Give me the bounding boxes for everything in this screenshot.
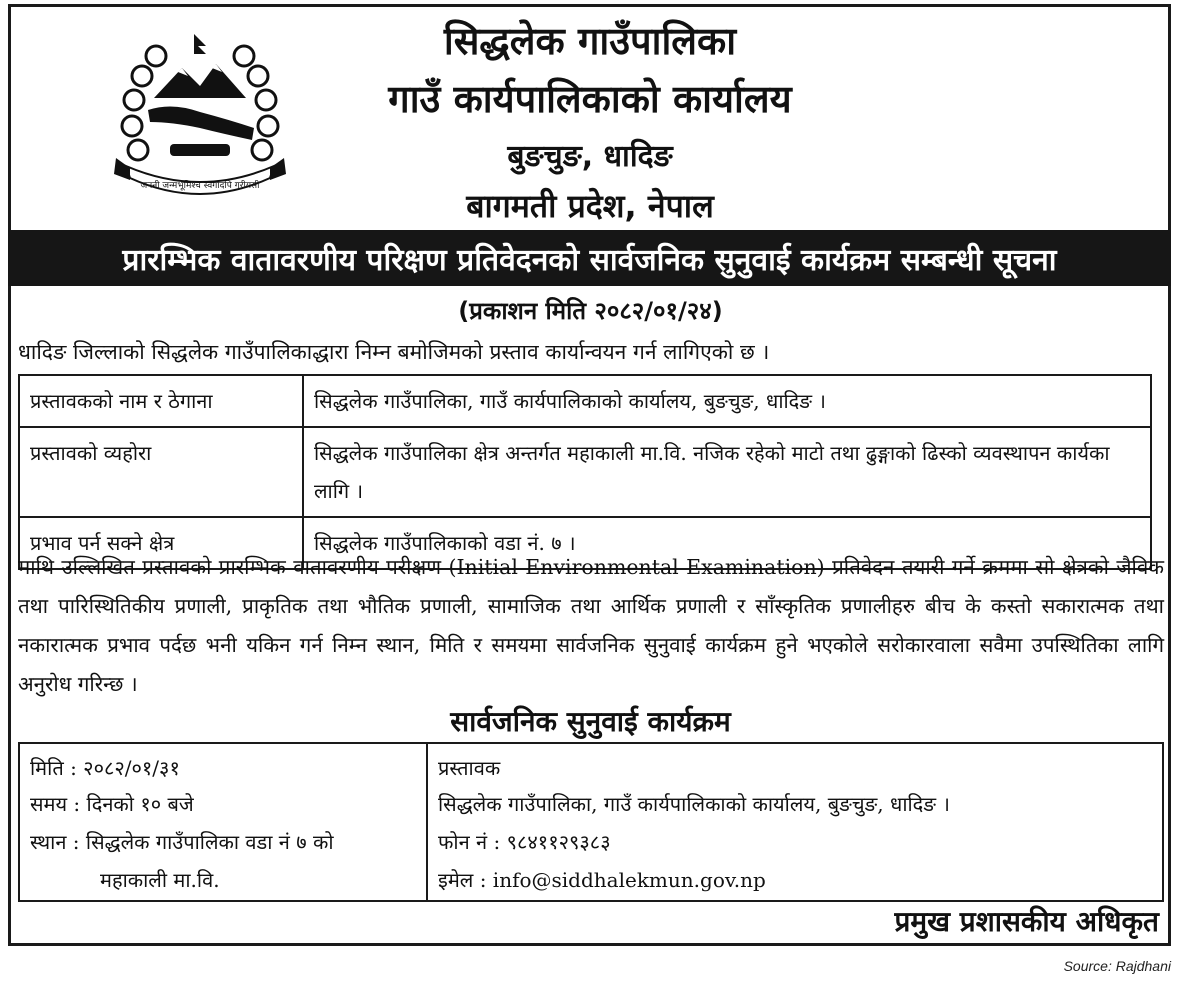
proposal-key: प्रस्तावकको नाम र ठेगाना [19,375,303,427]
hearing-venue: स्थान : सिद्धलेक गाउँपालिका वडा नं ७ को [30,830,334,854]
hearing-date: मिति : २०८२/०१/३१ [30,756,180,780]
signatory-title: प्रमुख प्रशासकीय अधिकृत [894,905,1159,938]
proponent-label: प्रस्तावक [438,756,501,780]
hearing-venue-school: महाकाली मा.वि. [100,868,220,892]
municipality-name: सिद्धलेक गाउँपालिका [443,19,737,63]
proposal-key: प्रस्तावको व्यहोरा [19,427,303,517]
proponent-address: सिद्धलेक गाउँपालिका, गाउँ कार्यपालिकाको कार्यालय, बुङचुङ, धादिङ । [438,792,950,816]
proposal-value: सिद्धलेक गाउँपालिका, गाउँ कार्यपालिकाको कार्यालय, बुङचुङ, धादिङ । [303,375,1151,427]
proponent-phone: फोन नं : ९८४११२९३८३ [438,830,611,854]
proponent-email[interactable]: इमेल : info@siddhalekmun.gov.np [438,868,766,892]
proposal-value: सिद्धलेक गाउँपालिकाको वडा नं. ७ । [303,517,1151,569]
intro-paragraph: धादिङ जिल्लाको सिद्धलेक गाउँपालिकाद्धारा निम्न बमोजिमको प्रस्ताव कार्यान्वयन गर्न लागिएको छ । [18,340,770,364]
proposal-key: प्रभाव पर्न सक्ने क्षेत्र [19,517,303,569]
table-row [19,427,1151,517]
notice-title-banner: प्रारम्भिक वातावरणीय परिक्षण प्रतिवेदनको सार्वजनिक सुनुवाई कार्यक्रम सम्बन्धी सूचना [8,230,1171,286]
nepal-government-emblem-icon [112,28,288,198]
table-row [19,375,1151,427]
source-credit: Source: Rajdhani [1063,958,1171,974]
column-divider [426,744,428,900]
emblem-motto: जननी जन्मभूमिश्च स्वर्गादपि गरीयसी [140,181,260,191]
office-name: गाउँ कार्यपालिकाको कार्यालय [388,77,792,121]
body-paragraph: माथि उल्लिखित प्रस्तावको प्रारम्भिक वातावरणीय परीक्षण (Initial Environmental Examination) प्रतिवेदन तयारी गर्ने क्रममा सो क्षेत्रको जैविक तथा पारिस्थितिकीय प्रणाली, प्राकृतिक तथा भौतिक प्रणाली, सामाजिक तथा आर्थिक प्रणाली र साँस्कृतिक प्रणालीहरु बीच के कस्तो सकारात्मक तथा नकारात्मक प्रभाव पर्दछ भनी यकिन गर्न निम्न स्थान, मिति र समयमा सार्वजनिक सुनुवाई कार्यक्रम हुने भएकोले सरोकारवाला सवैमा उपस्थितिका लागि अनुरोध गरिन्छ । [18,555,1164,696]
hearing-time: समय : दिनको १० बजे [30,792,194,816]
office-address: बुङचुङ, धादिङ [507,139,673,174]
hearing-title: सार्वजनिक सुनुवाई कार्यक्रम [450,705,731,738]
publication-date: (प्रकाशन मिति २०८२/०१/२४) [458,297,723,325]
hearing-details-box [18,742,1164,902]
proposal-value: सिद्धलेक गाउँपालिका क्षेत्र अन्तर्गत महाकाली मा.वि. नजिक रहेको माटो तथा ढुङ्गाको ढिस्को व्यवस्थापन कार्यका लागि । [303,427,1151,517]
province-country: बागमती प्रदेश, नेपाल [466,187,714,225]
proposal-table [18,374,1152,570]
